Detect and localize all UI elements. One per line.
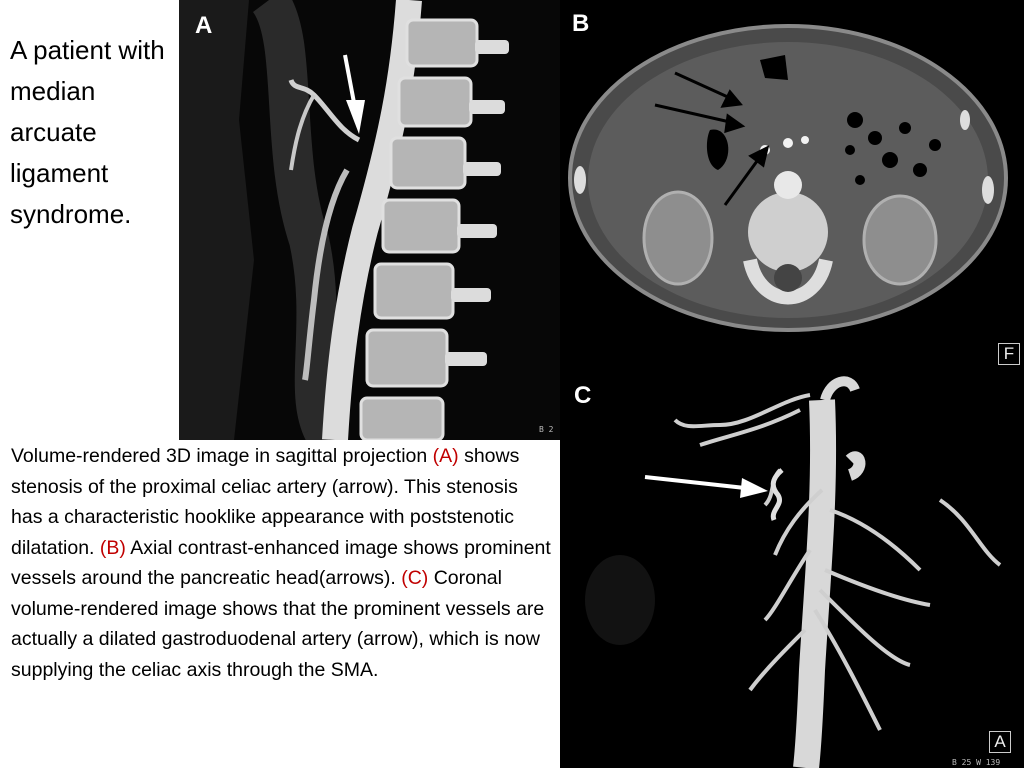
- panel-c-orientation-marker: A: [989, 731, 1011, 753]
- caption-text-4: Coronal volume-rendered image shows that the prominent vessels are actually a dilated gastroduodenal artery (arrow), which is now supplying the celiac axis through the SMA.: [11, 567, 545, 681]
- panel-c-image: [560, 370, 1024, 768]
- panel-b-image: [560, 0, 1024, 370]
- panel-a-image: [179, 0, 560, 440]
- sagittal-spine-illustration: [179, 0, 560, 440]
- panel-b-orientation-marker: F: [998, 343, 1020, 365]
- panel-c-label: C: [574, 382, 592, 409]
- slide-caption: [11, 441, 551, 685]
- caption-text-3: Axial contrast-enhanced image shows prominent vessels around the pancreatic head(arrows).: [11, 536, 551, 589]
- coronal-vessel-illustration: [560, 370, 1024, 768]
- panel-b-label: B: [572, 10, 590, 37]
- caption-label-b: (B): [99, 536, 126, 559]
- panel-a-label: A: [195, 12, 213, 39]
- caption-label-c: (C): [401, 567, 429, 589]
- axial-ct-illustration: [560, 0, 1024, 370]
- panel-c-footer-text: B 25 W 139: [952, 758, 1001, 767]
- caption-label-a: (A): [432, 445, 459, 467]
- caption-text-1: Volume-rendered 3D image in sagittal projection: [11, 445, 433, 467]
- caption-text-2: shows stenosis of the proximal celiac artery (arrow). This stenosis has a characteristic hooklike appearance with poststenotic dilatation.: [11, 445, 520, 559]
- slide-title: A patient with median arcuate ligament syndrome.: [10, 35, 165, 229]
- panel-a-corner-text: B 2: [539, 425, 554, 434]
